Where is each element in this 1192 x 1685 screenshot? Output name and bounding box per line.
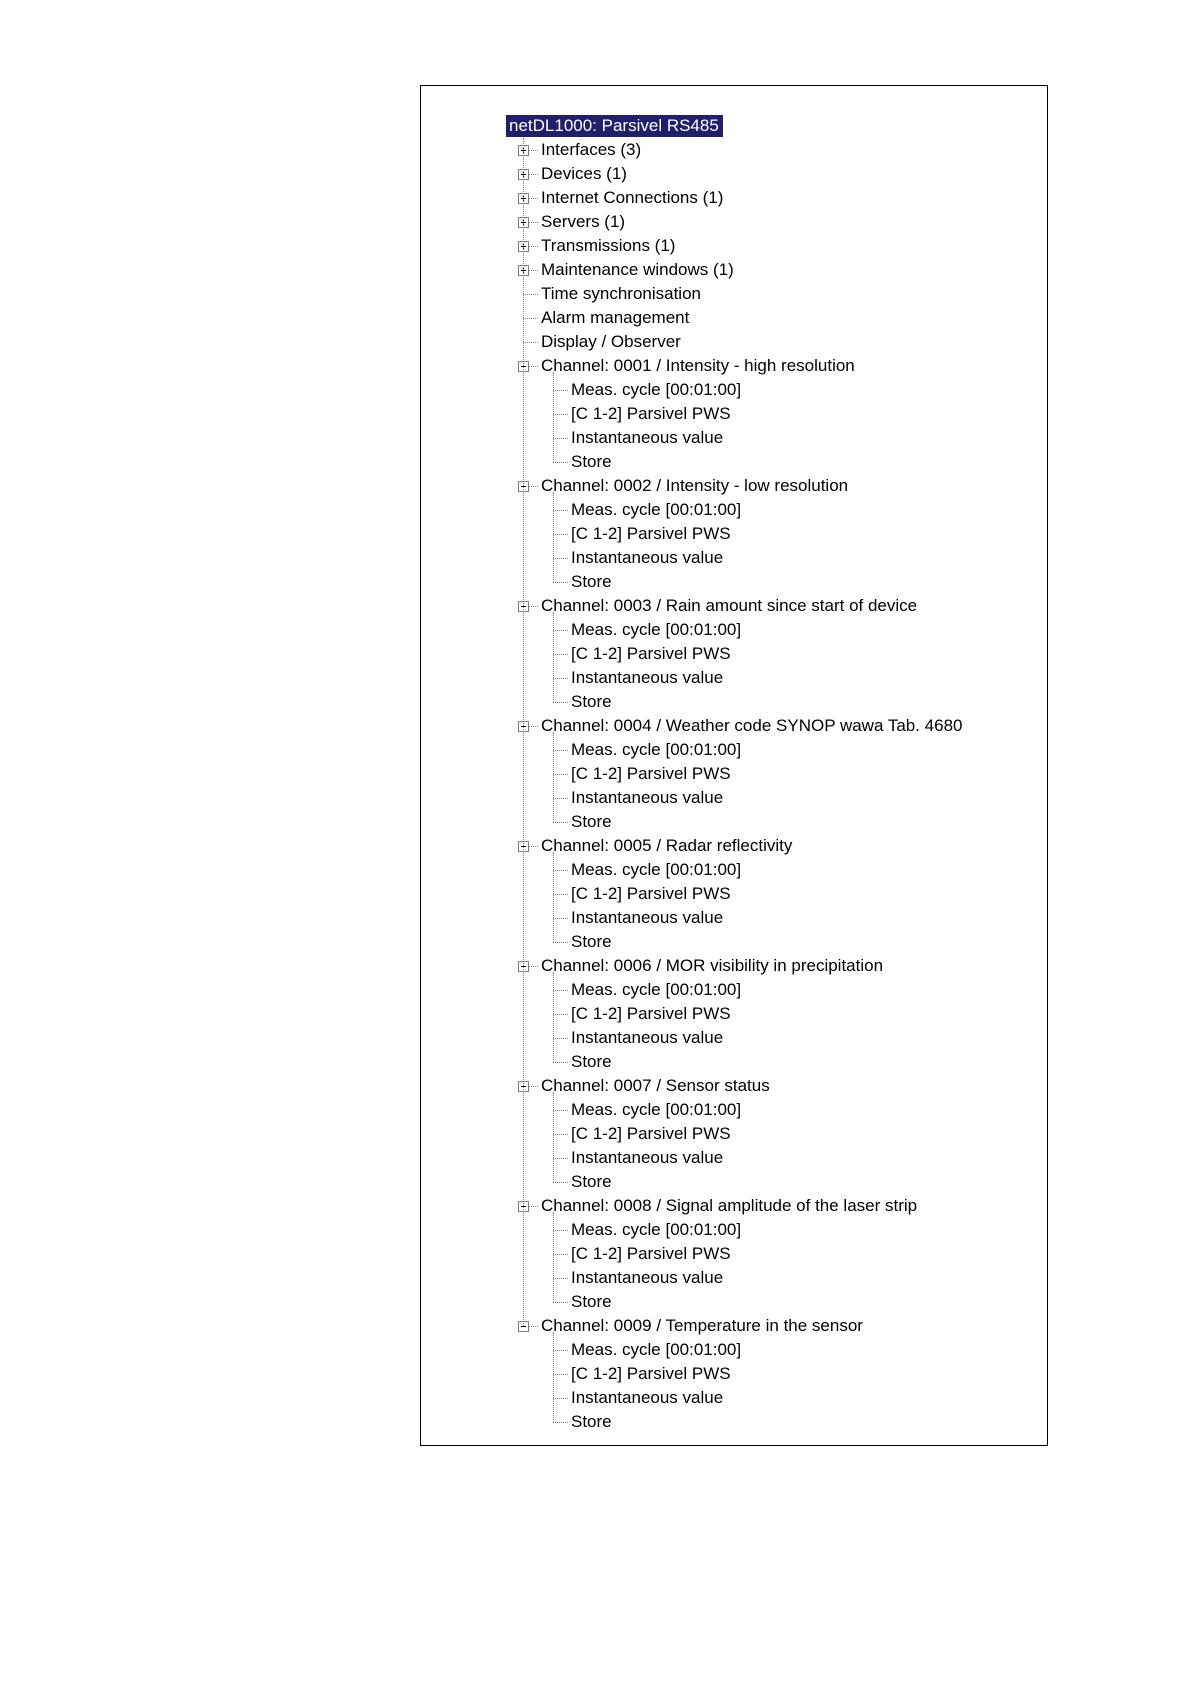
- tree-node-label: Alarm management: [541, 308, 690, 327]
- tree-connector: [553, 1212, 554, 1302]
- tree-connector: [553, 918, 568, 919]
- tree-node-child[interactable]: [421, 570, 1021, 594]
- tree-connector: [553, 750, 568, 751]
- tree-connector: [553, 654, 568, 655]
- tree-connector: [523, 342, 538, 343]
- tree-node[interactable]: [421, 330, 1021, 354]
- tree-connector: [553, 1014, 568, 1015]
- tree-child-label: Store: [571, 932, 612, 951]
- tree-connector: [553, 438, 568, 439]
- tree-child-label: Instantaneous value: [571, 1388, 724, 1407]
- tree-child-label: [C 1-2] Parsivel PWS: [571, 404, 731, 423]
- tree-node-channel[interactable]: [421, 834, 1021, 858]
- tree-connector: [553, 534, 568, 535]
- tree-node[interactable]: [421, 138, 1021, 162]
- tree-node-child[interactable]: [421, 666, 1021, 690]
- tree-node-label: Servers (1): [541, 212, 626, 231]
- tree-connector: [553, 1302, 568, 1303]
- tree-node-child[interactable]: [421, 1122, 1021, 1146]
- tree-node-child[interactable]: [421, 762, 1021, 786]
- tree-child-label: [C 1-2] Parsivel PWS: [571, 764, 731, 783]
- tree-node-child[interactable]: [421, 402, 1021, 426]
- tree-node-child[interactable]: [421, 1170, 1021, 1194]
- tree-connector: [553, 1230, 568, 1231]
- tree-child-label: [C 1-2] Parsivel PWS: [571, 1004, 731, 1023]
- tree-connector: [523, 318, 538, 319]
- tree-child-label: Store: [571, 1052, 612, 1071]
- tree-node-child[interactable]: [421, 426, 1021, 450]
- tree-connector: [553, 1038, 568, 1039]
- tree-node-child[interactable]: [421, 1218, 1021, 1242]
- tree-node-child[interactable]: [421, 930, 1021, 954]
- tree-node-child[interactable]: [421, 1266, 1021, 1290]
- tree-child-label: Instantaneous value: [571, 1148, 724, 1167]
- tree-node-child[interactable]: [421, 618, 1021, 642]
- tree-node-label: Devices (1): [541, 164, 627, 183]
- tree-connector: [553, 612, 554, 702]
- tree-node-child[interactable]: [421, 906, 1021, 930]
- tree-child-label: Meas. cycle [00:01:00]: [571, 620, 742, 639]
- tree-connector: [553, 894, 568, 895]
- tree-node-child[interactable]: [421, 642, 1021, 666]
- tree-view[interactable]: [421, 86, 1047, 1445]
- tree-connector: [553, 390, 568, 391]
- tree-node[interactable]: [421, 210, 1021, 234]
- tree-node-label: Internet Connections (1): [541, 188, 724, 207]
- tree-connector: [553, 582, 568, 583]
- tree-node-child[interactable]: [421, 1362, 1021, 1386]
- tree-child-label: Instantaneous value: [571, 1028, 724, 1047]
- tree-child-label: Meas. cycle [00:01:00]: [571, 980, 742, 999]
- tree-child-label: Instantaneous value: [571, 1268, 724, 1287]
- tree-node[interactable]: [421, 282, 1021, 306]
- tree-node-label: Channel: 0004 / Weather code SYNOP wawa Tab. 4680: [541, 716, 963, 735]
- tree-child-label: Meas. cycle [00:01:00]: [571, 500, 742, 519]
- tree-child-label: Instantaneous value: [571, 548, 724, 567]
- tree-node-child[interactable]: [421, 858, 1021, 882]
- tree-node[interactable]: [421, 258, 1021, 282]
- tree-node-child[interactable]: [421, 786, 1021, 810]
- tree-child-label: Store: [571, 692, 612, 711]
- tree-node-label: Channel: 0009 / Temperature in the sensor: [541, 1316, 863, 1335]
- tree-node-child[interactable]: [421, 690, 1021, 714]
- tree-node-label: Maintenance windows (1): [541, 260, 734, 279]
- tree-node-child[interactable]: [421, 1338, 1021, 1362]
- tree-node-channel[interactable]: [421, 1314, 1021, 1338]
- tree-connector: [553, 990, 568, 991]
- tree-connector: [553, 510, 568, 511]
- tree-node-label: Display / Observer: [541, 332, 681, 351]
- tree-child-label: [C 1-2] Parsivel PWS: [571, 884, 731, 903]
- tree-connector: [553, 1332, 554, 1422]
- tree-connector: [553, 492, 554, 582]
- minus-stroke: [521, 1326, 526, 1327]
- tree-node-label: Channel: 0006 / MOR visibility in precipitation: [541, 956, 884, 975]
- tree-node-label: Channel: 0005 / Radar reflectivity: [541, 836, 793, 855]
- tree-child-label: Store: [571, 1172, 612, 1191]
- tree-connector: [553, 414, 568, 415]
- tree-node-child[interactable]: [421, 1002, 1021, 1026]
- tree-child-label: Meas. cycle [00:01:00]: [571, 380, 742, 399]
- tree-connector: [553, 1398, 568, 1399]
- tree-child-label: Store: [571, 572, 612, 591]
- tree-connector: [553, 702, 568, 703]
- tree-connector: [523, 138, 524, 1326]
- tree-connector: [553, 1350, 568, 1351]
- tree-child-label: [C 1-2] Parsivel PWS: [571, 1124, 731, 1143]
- tree-node-child[interactable]: [421, 882, 1021, 906]
- tree-child-label: [C 1-2] Parsivel PWS: [571, 644, 731, 663]
- tree-node[interactable]: [421, 306, 1021, 330]
- tree-child-label: [C 1-2] Parsivel PWS: [571, 524, 731, 543]
- tree-panel: [420, 85, 1048, 1446]
- tree-node-label: Channel: 0003 / Rain amount since start of device: [541, 596, 918, 615]
- tree-child-label: Instantaneous value: [571, 668, 724, 687]
- tree-node-child[interactable]: [421, 450, 1021, 474]
- tree-node-child[interactable]: [421, 738, 1021, 762]
- tree-connector: [553, 1374, 568, 1375]
- tree-node-child[interactable]: [421, 1098, 1021, 1122]
- tree-node-channel[interactable]: [421, 354, 1021, 378]
- tree-child-label: Meas. cycle [00:01:00]: [571, 1220, 742, 1239]
- tree-connector: [553, 1182, 568, 1183]
- tree-node-channel[interactable]: [421, 594, 1021, 618]
- tree-connector: [553, 630, 568, 631]
- tree-connector: [553, 1422, 568, 1423]
- tree-node[interactable]: [421, 234, 1021, 258]
- tree-child-label: Store: [571, 1412, 612, 1431]
- tree-child-label: Meas. cycle [00:01:00]: [571, 740, 742, 759]
- tree-connector: [553, 1110, 568, 1111]
- tree-child-label: Meas. cycle [00:01:00]: [571, 860, 742, 879]
- tree-node-label: Time synchronisation: [541, 284, 701, 303]
- tree-connector: [553, 1254, 568, 1255]
- tree-node-child[interactable]: [421, 498, 1021, 522]
- tree-node-channel[interactable]: [421, 1194, 1021, 1218]
- tree-node-child[interactable]: [421, 1146, 1021, 1170]
- tree-node-child[interactable]: [421, 522, 1021, 546]
- tree-connector: [553, 942, 568, 943]
- tree-connector: [553, 1092, 554, 1182]
- tree-node-channel[interactable]: [421, 1074, 1021, 1098]
- tree-connector: [553, 678, 568, 679]
- tree-node[interactable]: [421, 162, 1021, 186]
- tree-node-child[interactable]: [421, 378, 1021, 402]
- tree-connector: [553, 462, 568, 463]
- tree-connector: [553, 972, 554, 1062]
- tree-child-label: Instantaneous value: [571, 428, 724, 447]
- tree-node-child[interactable]: [421, 810, 1021, 834]
- tree-child-label: [C 1-2] Parsivel PWS: [571, 1244, 731, 1263]
- tree-connector: [553, 1134, 568, 1135]
- tree-connector: [553, 558, 568, 559]
- tree-node-child[interactable]: [421, 1410, 1021, 1434]
- tree-connector: [553, 1278, 568, 1279]
- tree-connector: [553, 1158, 568, 1159]
- tree-connector: [553, 870, 568, 871]
- tree-root-node[interactable]: netDL1000: Parsivel RS485: [506, 115, 723, 137]
- tree-child-label: Instantaneous value: [571, 788, 724, 807]
- tree-connector: [553, 774, 568, 775]
- tree-node-child[interactable]: [421, 1242, 1021, 1266]
- tree-child-label: Instantaneous value: [571, 908, 724, 927]
- tree-connector: [553, 822, 568, 823]
- tree-child-label: Meas. cycle [00:01:00]: [571, 1100, 742, 1119]
- tree-child-label: [C 1-2] Parsivel PWS: [571, 1364, 731, 1383]
- tree-node-channel[interactable]: [421, 954, 1021, 978]
- tree-child-label: Meas. cycle [00:01:00]: [571, 1340, 742, 1359]
- tree-node-label: Interfaces (3): [541, 140, 642, 159]
- tree-node-channel[interactable]: [421, 714, 1021, 738]
- tree-node-label: Channel: 0001 / Intensity - high resolution: [541, 356, 855, 375]
- tree-node-child[interactable]: [421, 1386, 1021, 1410]
- tree-connector: [553, 1062, 568, 1063]
- tree-connector: [553, 372, 554, 462]
- tree-node-child[interactable]: [421, 1290, 1021, 1314]
- tree-connector: [523, 294, 538, 295]
- tree-node-label: Transmissions (1): [541, 236, 676, 255]
- tree-connector: [553, 852, 554, 942]
- tree-connector: [553, 798, 568, 799]
- tree-node-child[interactable]: [421, 546, 1021, 570]
- tree-child-label: Store: [571, 812, 612, 831]
- tree-child-label: Store: [571, 1292, 612, 1311]
- tree-node-child[interactable]: [421, 1026, 1021, 1050]
- tree-node-label: Channel: 0007 / Sensor status: [541, 1076, 770, 1095]
- tree-node[interactable]: [421, 186, 1021, 210]
- tree-node-child[interactable]: [421, 978, 1021, 1002]
- tree-node-label: Channel: 0002 / Intensity - low resolution: [541, 476, 849, 495]
- tree-node-label: Channel: 0008 / Signal amplitude of the laser strip: [541, 1196, 918, 1215]
- tree-node-channel[interactable]: [421, 474, 1021, 498]
- tree-connector: [553, 732, 554, 822]
- tree-node-child[interactable]: [421, 1050, 1021, 1074]
- tree-child-label: Store: [571, 452, 612, 471]
